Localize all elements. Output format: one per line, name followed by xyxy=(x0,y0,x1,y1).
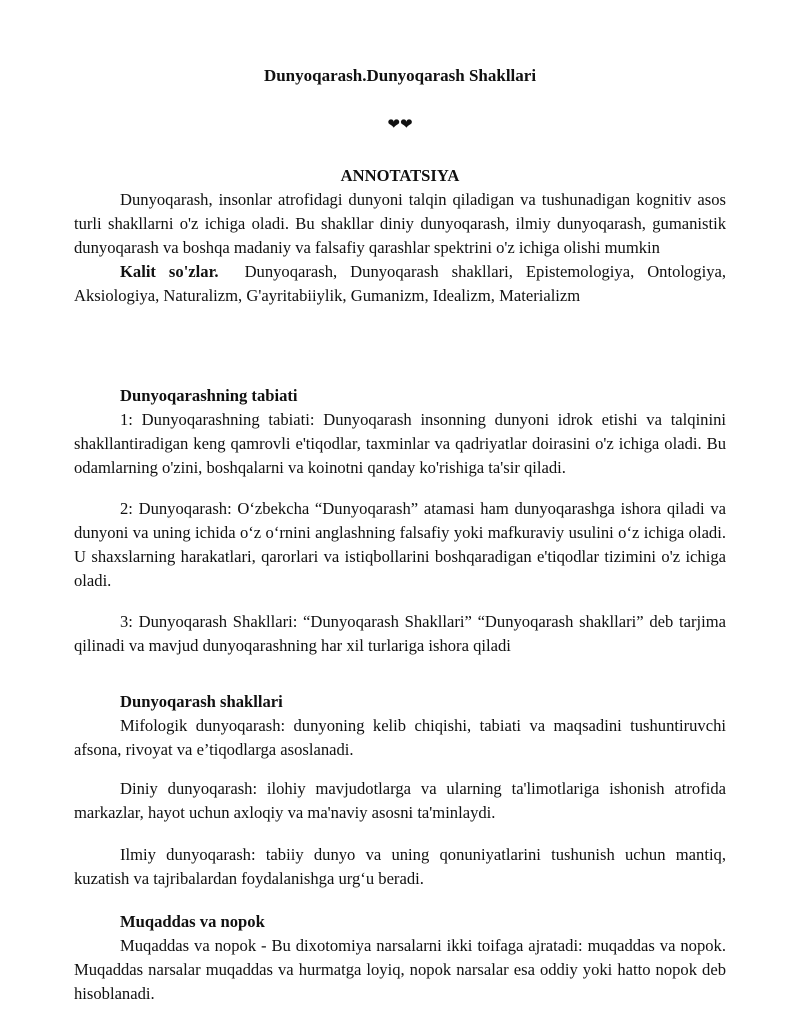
section-forms xyxy=(74,690,726,762)
section-nature-paragraph-1: 1: Dunyoqarashning tabiati: Dunyoqarash insonning dunyoni idrok etishi va talqinini shakllantiradigan keng qamrovli e'tiqodlar, taxminlar va qadriyatlar doirasini o'z ichiga oladi. Bu odamlarning o'zini, boshqalarni va koinotni qanday ko'rishiga ta'sir qiladi. xyxy=(74,410,726,477)
section-nature-paragraph-2: 2: Dunyoqarash: O‘zbekcha “Dunyoqarash” atamasi ham dunyoqarashga ishora qiladi va dunyoni va uning ichida o‘z o‘rnini anglashning falsafiy yoki mafkuraviy usulini o‘z ichiga oladi. U shaxslarning harakatlari, qarorlari va istiqbollarini boshqaradigan e'tiqodlar tizimini o'z ichiga oladi. xyxy=(74,499,726,590)
section-sacred-heading: Muqaddas va nopok xyxy=(120,912,265,931)
keywords-label: Kalit so'zlar. xyxy=(120,262,219,281)
keywords-paragraph xyxy=(74,260,726,308)
section-forms-paragraph-3: Ilmiy dunyoqarash: tabiiy dunyo va uning qonuniyatlarini tushunish uchun mantiq, kuzatish va tajribalardan foydalanishga urg‘u beradi. xyxy=(74,845,726,888)
section-forms-heading: Dunyoqarash shakllari xyxy=(120,692,283,711)
section-nature xyxy=(74,384,726,480)
section-sacred-paragraph-1: Muqaddas va nopok - Bu dixotomiya narsalarni ikki toifaga ajratadi: muqaddas va nopok. Muqaddas narsalar muqaddas va hurmatga loyiq, nopok narsalar esa oddiy yoki hatto nopok deb hisoblanadi. xyxy=(74,936,726,1003)
section-nature-heading: Dunyoqarashning tabiati xyxy=(120,386,298,405)
section-forms-paragraph-2: Diniy dunyoqarash: ilohiy mavjudotlarga va ularning ta'limotlariga ishonish atrofida markazlar, hayot uchun axloqiy va ma'naviy asosni ta'minlaydi. xyxy=(74,779,726,822)
section-forms-p3 xyxy=(74,843,726,891)
section-sacred xyxy=(74,910,726,1006)
section-nature-p2 xyxy=(74,497,726,593)
annotation-section xyxy=(74,164,726,308)
section-forms-paragraph-1: Mifologik dunyoqarash: dunyoning kelib chiqishi, tabiati va maqsadini tushuntiruvchi afsona, rivoyat va e’tiqodlarga asoslanadi. xyxy=(74,716,726,759)
section-forms-p2 xyxy=(74,777,726,825)
section-nature-paragraph-3: 3: Dunyoqarash Shakllari: “Dunyoqarash Shakllari” “Dunyoqarash shakllari” deb tarjima qilinadi va mavjud dunyoqarashning har xil turlariga ishora qiladi xyxy=(74,612,726,655)
annotation-text: Dunyoqarash, insonlar atrofidagi dunyoni talqin qiladigan va tushunadigan kognitiv asos turli shakllarni o'z ichiga oladi. Bu shakllar diniy dunyoqarash, ilmiy dunyoqarash, gumanistik dunyoqarash va boshqa madaniy va falsafiy qarashlar spektrini o'z ichiga olishi mumkin xyxy=(74,190,726,257)
annotation-heading: ANNOTATSIYA xyxy=(340,166,460,185)
keywords-text: Dunyoqarash, Dunyoqarash shakllari, Epistemologiya, Ontologiya, Aksiologiya, Naturalizm, G'ayritabiiylik, Gumanizm, Idealizm, Materializm xyxy=(74,262,727,305)
hearts-ornament: ❤❤ xyxy=(387,115,413,133)
document-title: Dunyoqarash.Dunyoqarash Shakllari xyxy=(263,66,537,85)
section-nature-p3 xyxy=(74,610,726,658)
